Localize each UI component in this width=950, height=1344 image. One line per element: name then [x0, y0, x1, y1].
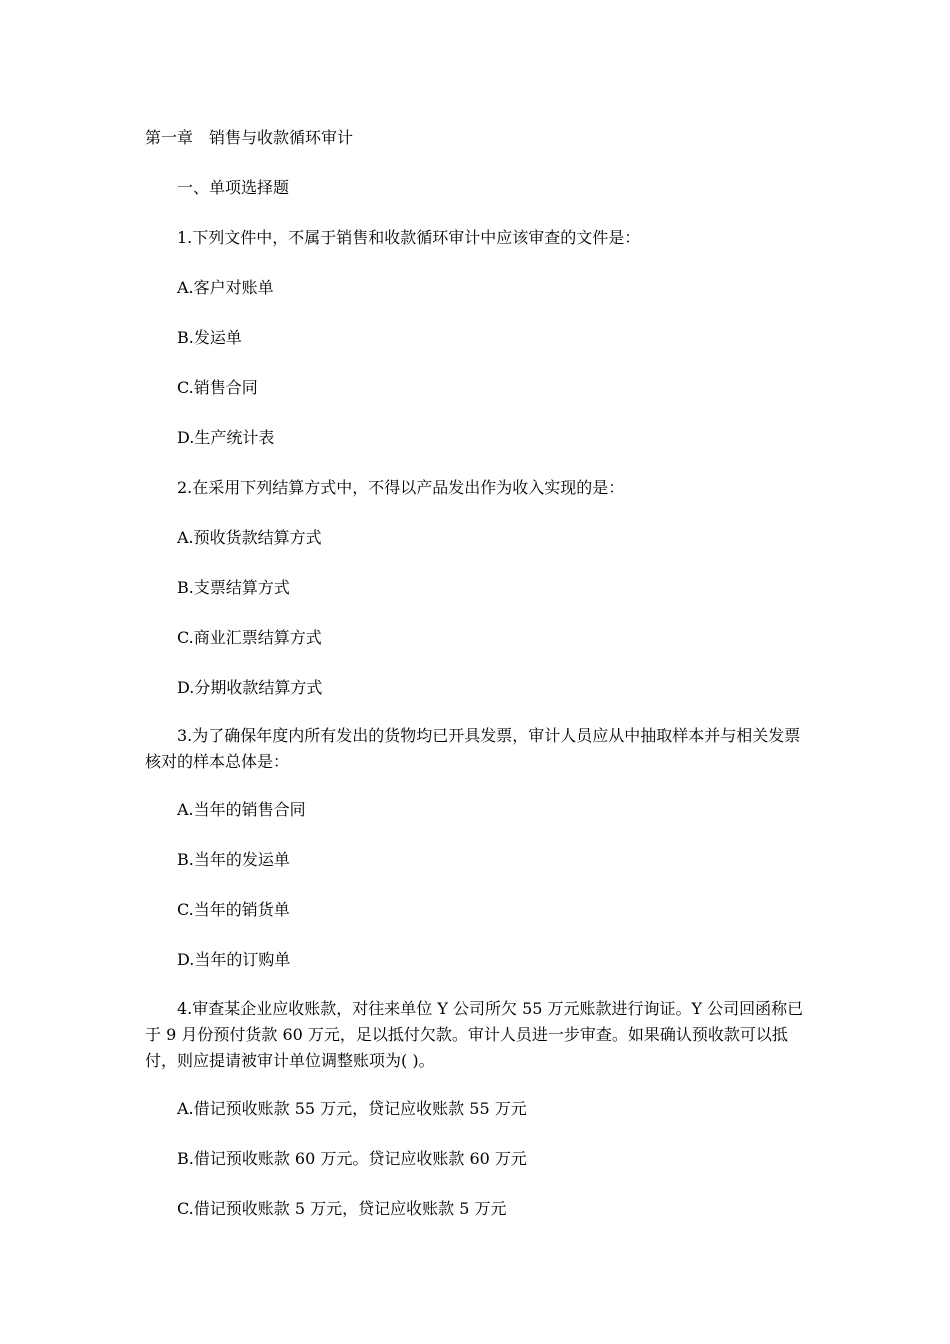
question-1-option-d: D.生产统计表 [177, 428, 275, 447]
question-3-option-c: C.当年的销货单 [177, 900, 290, 919]
question-4-option-a: A.借记预收账款 55 万元，贷记应收账款 55 万元 [177, 1099, 527, 1118]
question-2-option-d: D.分期收款结算方式 [177, 678, 323, 697]
question-3-option-a: A.当年的销售合同 [177, 800, 306, 819]
question-1-option-b: B.发运单 [177, 328, 242, 347]
question-3-option-d: D.当年的订购单 [177, 950, 291, 969]
question-4-option-c: C.借记预收账款 5 万元，贷记应收账款 5 万元 [177, 1199, 507, 1218]
question-2-option-c: C.商业汇票结算方式 [177, 628, 322, 647]
question-3-option-b: B.当年的发运单 [177, 850, 290, 869]
question-1-option-a: A.客户对账单 [177, 278, 274, 297]
chapter-title: 第一章 销售与收款循环审计 [145, 128, 354, 147]
question-1-option-c: C.销售合同 [177, 378, 258, 397]
question-3-stem: 3.为了确保年度内所有发出的货物均已开具发票，审计人员应从中抽取样本并与相关发票核对的样本总体是： [145, 726, 801, 771]
question-2-option-a: A.预收货款结算方式 [177, 528, 322, 547]
question-4-option-b: B.借记预收账款 60 万元。贷记应收账款 60 万元 [177, 1149, 527, 1168]
question-2-stem: 2.在采用下列结算方式中，不得以产品发出作为收入实现的是： [177, 478, 625, 497]
question-2-option-b: B.支票结算方式 [177, 578, 290, 597]
question-4-stem: 4.审查某企业应收账款，对往来单位 Y 公司所欠 55 万元账款进行询证。Y 公司回函称已于 9 月份预付货款 60 万元，足以抵付欠款。审计人员进一步审查。如果确认预收款可以抵付，则应提请被审计单位调整账项为( )。 [145, 999, 804, 1070]
section-title: 一、单项选择题 [177, 178, 290, 197]
question-1-stem: 1.下列文件中，不属于销售和收款循环审计中应该审查的文件是： [177, 228, 641, 247]
